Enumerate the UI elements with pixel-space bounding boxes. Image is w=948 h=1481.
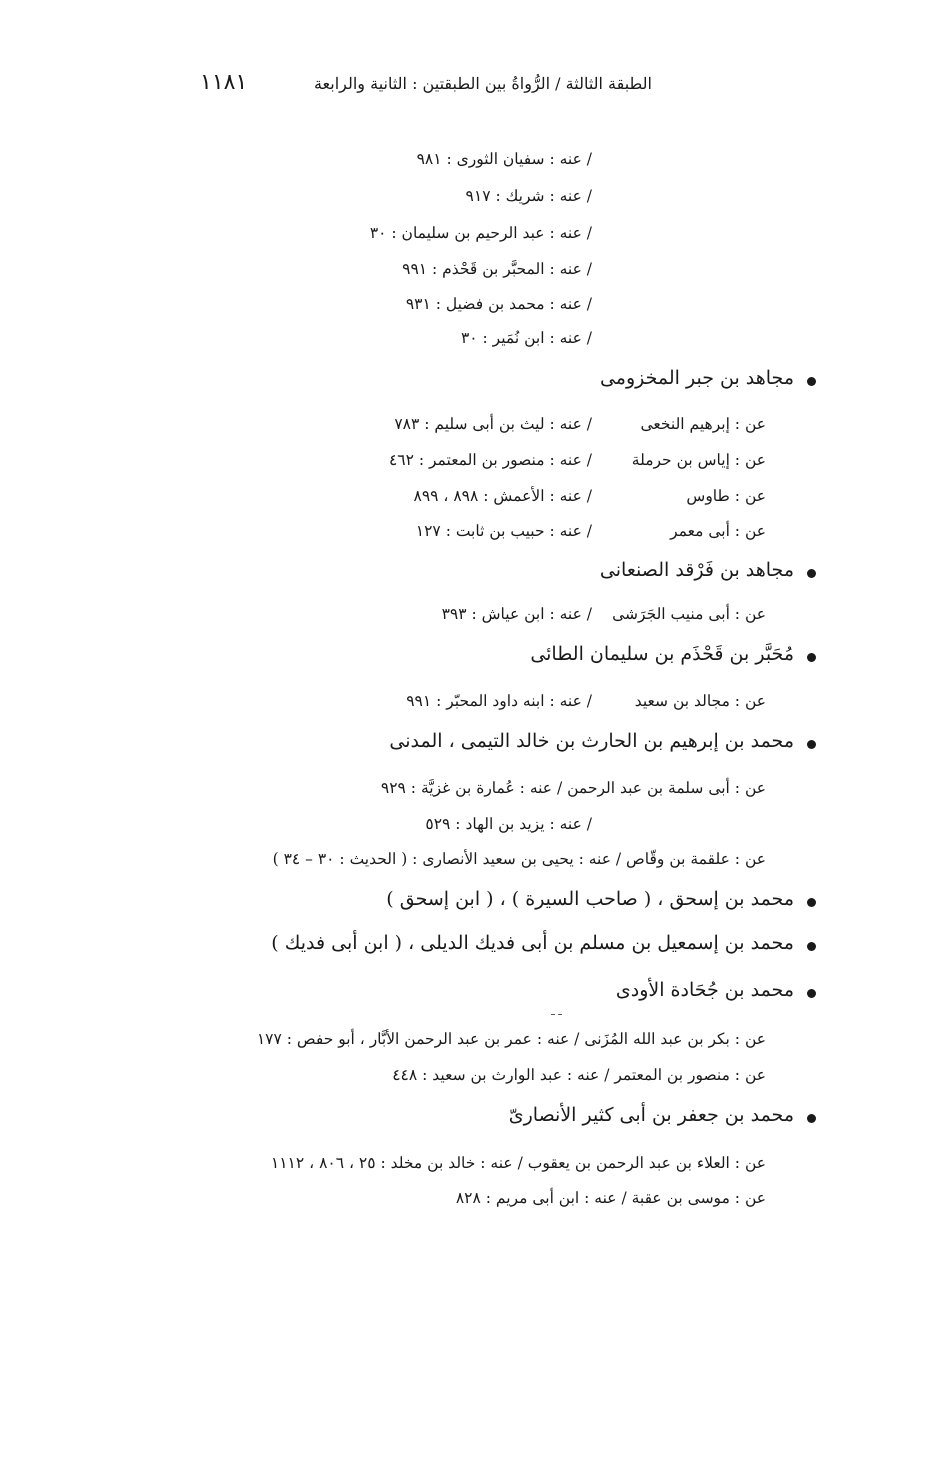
transmitter: / عنه : ليث بن أبى سليم : ٧٨٣ <box>394 415 592 433</box>
intro-line: / عنه : سفيان الثورى : ٩٨١ <box>416 150 592 168</box>
narration-line: عن : بكر بن عبد الله المُزَنى / عنه : عمر بن عبد الرحمن الأبَّار ، أبو حفص : ١٧٧ <box>256 1030 766 1048</box>
print-mark <box>558 1014 562 1015</box>
page-number: ١١٨١ <box>200 70 248 95</box>
narration-line: عن : موسى بن عقبة / عنه : ابن أبى مريم : ٨٢٨ <box>455 1189 766 1207</box>
print-mark <box>551 1014 555 1015</box>
bullet-icon <box>807 898 816 907</box>
narration-line: / عنه : يزيد بن الهاد : ٥٢٩ <box>425 815 592 833</box>
narrator-name: محمد بن جعفر بن أبى كثير الأنصارىّ <box>508 1104 794 1126</box>
narrator-name: محمد بن إسمعيل بن مسلم بن أبى فديك الديلى ، ( ابن أبى فديك ) <box>271 932 794 954</box>
narration-line: عن : العلاء بن عبد الرحمن بن يعقوب / عنه : خالد بن مخلد : ٢٥ ، ٨٠٦ ، ١١١٢ <box>270 1154 766 1172</box>
transmitter: / عنه : الأعمش : ٨٩٨ ، ٨٩٩ <box>413 487 592 505</box>
narration-line: عن : منصور بن المعتمر / عنه : عبد الوارث بن سعيد : ٤٤٨ <box>392 1066 766 1084</box>
narration-line: عن : أبى سلمة بن عبد الرحمن / عنه : عُمارة بن غزيَّة : ٩٢٩ <box>380 779 766 797</box>
narrator-name: مجاهد بن فَرْقد الصنعانى <box>599 559 794 581</box>
source-narrator: عن : أبى منيب الجَرَشى <box>612 605 766 623</box>
bullet-icon <box>807 989 816 998</box>
transmitter: / عنه : حبيب بن ثابت : ١٢٧ <box>415 522 592 540</box>
running-header-title: الطبقة الثالثة / الرُّواةُ بين الطبقتين : الثانية والرابعة <box>313 74 652 93</box>
intro-line: / عنه : عبد الرحيم بن سليمان : ٣٠ <box>369 224 592 242</box>
narration-line: عن : علقمة بن وقّاص / عنه : يحيى بن سعيد الأنصارى : ( الحديث : ٣٠ – ٣٤ ) <box>272 850 766 868</box>
transmitter: / عنه : ابنه داود المحبّر : ٩٩١ <box>406 692 592 710</box>
narrator-name: مجاهد بن جبر المخزومى <box>599 367 794 389</box>
transmitter: / عنه : ابن عياش : ٣٩٣ <box>441 605 592 623</box>
transmitter: / عنه : منصور بن المعتمر : ٤٦٢ <box>388 451 592 469</box>
intro-line: / عنه : شريك : ٩١٧ <box>465 187 592 205</box>
bullet-icon <box>807 377 816 386</box>
bullet-icon <box>807 942 816 951</box>
source-narrator: عن : إبرهيم النخعى <box>640 415 766 433</box>
bullet-icon <box>807 653 816 662</box>
source-narrator: عن : أبى معمر <box>670 522 766 540</box>
bullet-icon <box>807 1114 816 1123</box>
narrator-name: محمد بن إسحق ، ( صاحب السيرة ) ، ( ابن إسحق ) <box>386 888 794 910</box>
bullet-icon <box>807 569 816 578</box>
intro-line: / عنه : ابن نُمَير : ٣٠ <box>460 329 592 347</box>
source-narrator: عن : مجالد بن سعيد <box>634 692 766 710</box>
source-narrator: عن : إياس بن حرملة <box>631 451 766 469</box>
intro-line: / عنه : المحبَّر بن قَحْذم : ٩٩١ <box>402 260 592 278</box>
bullet-icon <box>807 740 816 749</box>
intro-line: / عنه : محمد بن فضيل : ٩٣١ <box>405 295 592 313</box>
narrator-name: محمد بن إبرهيم بن الحارث بن خالد التيمى ، المدنى <box>389 730 794 752</box>
source-narrator: عن : طاوس <box>686 487 766 505</box>
narrator-name: مُحَبَّر بن قَحْذَم بن سليمان الطائى <box>530 643 794 665</box>
narrator-name: محمد بن جُحَادة الأودى <box>615 979 794 1001</box>
